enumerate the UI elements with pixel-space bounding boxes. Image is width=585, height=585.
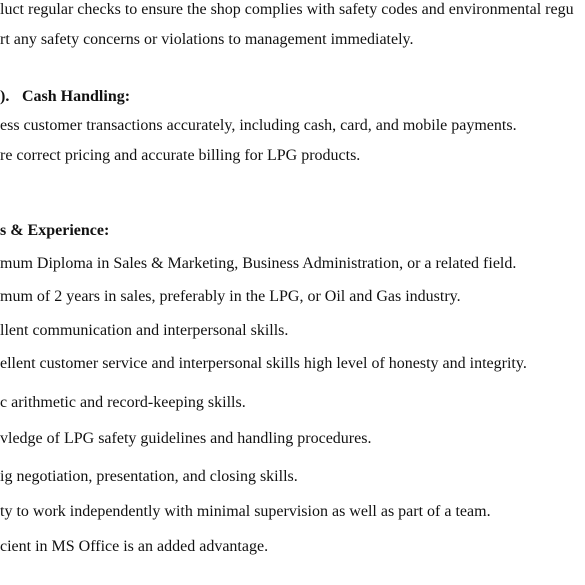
list-item: ty to work independently with minimal supervision as well as part of a team. <box>0 503 491 520</box>
list-item: cient in MS Office is an added advantage. <box>0 538 269 555</box>
list-item: mum of 2 years in sales, preferably in the LPG, or Oil and Gas industry. <box>0 288 461 305</box>
list-item: vledge of LPG safety guidelines and handling procedures. <box>0 430 372 447</box>
section-title: Cash Handling: <box>22 88 131 105</box>
list-item: ig negotiation, presentation, and closing skills. <box>0 468 298 485</box>
section-heading-cash-handling <box>0 87 130 107</box>
list-item: mum Diploma in Sales & Marketing, Business Administration, or a related field. <box>0 255 517 272</box>
body-line: luct regular checks to ensure the shop complies with safety codes and environmental regu <box>0 1 574 18</box>
body-line: rt any safety concerns or violations to management immediately. <box>0 31 414 48</box>
list-item: ess customer transactions accurately, including cash, card, and mobile payments. <box>0 117 517 134</box>
section-heading-qualifications: s & Experience: <box>0 222 110 239</box>
list-item: ellent customer service and interpersonal skills high level of honesty and integrity. <box>0 355 527 372</box>
list-item: c arithmetic and record-keeping skills. <box>0 394 246 411</box>
list-marker: ). <box>0 88 10 105</box>
list-item: re correct pricing and accurate billing for LPG products. <box>0 147 361 164</box>
list-item: llent communication and interpersonal skills. <box>0 322 289 339</box>
